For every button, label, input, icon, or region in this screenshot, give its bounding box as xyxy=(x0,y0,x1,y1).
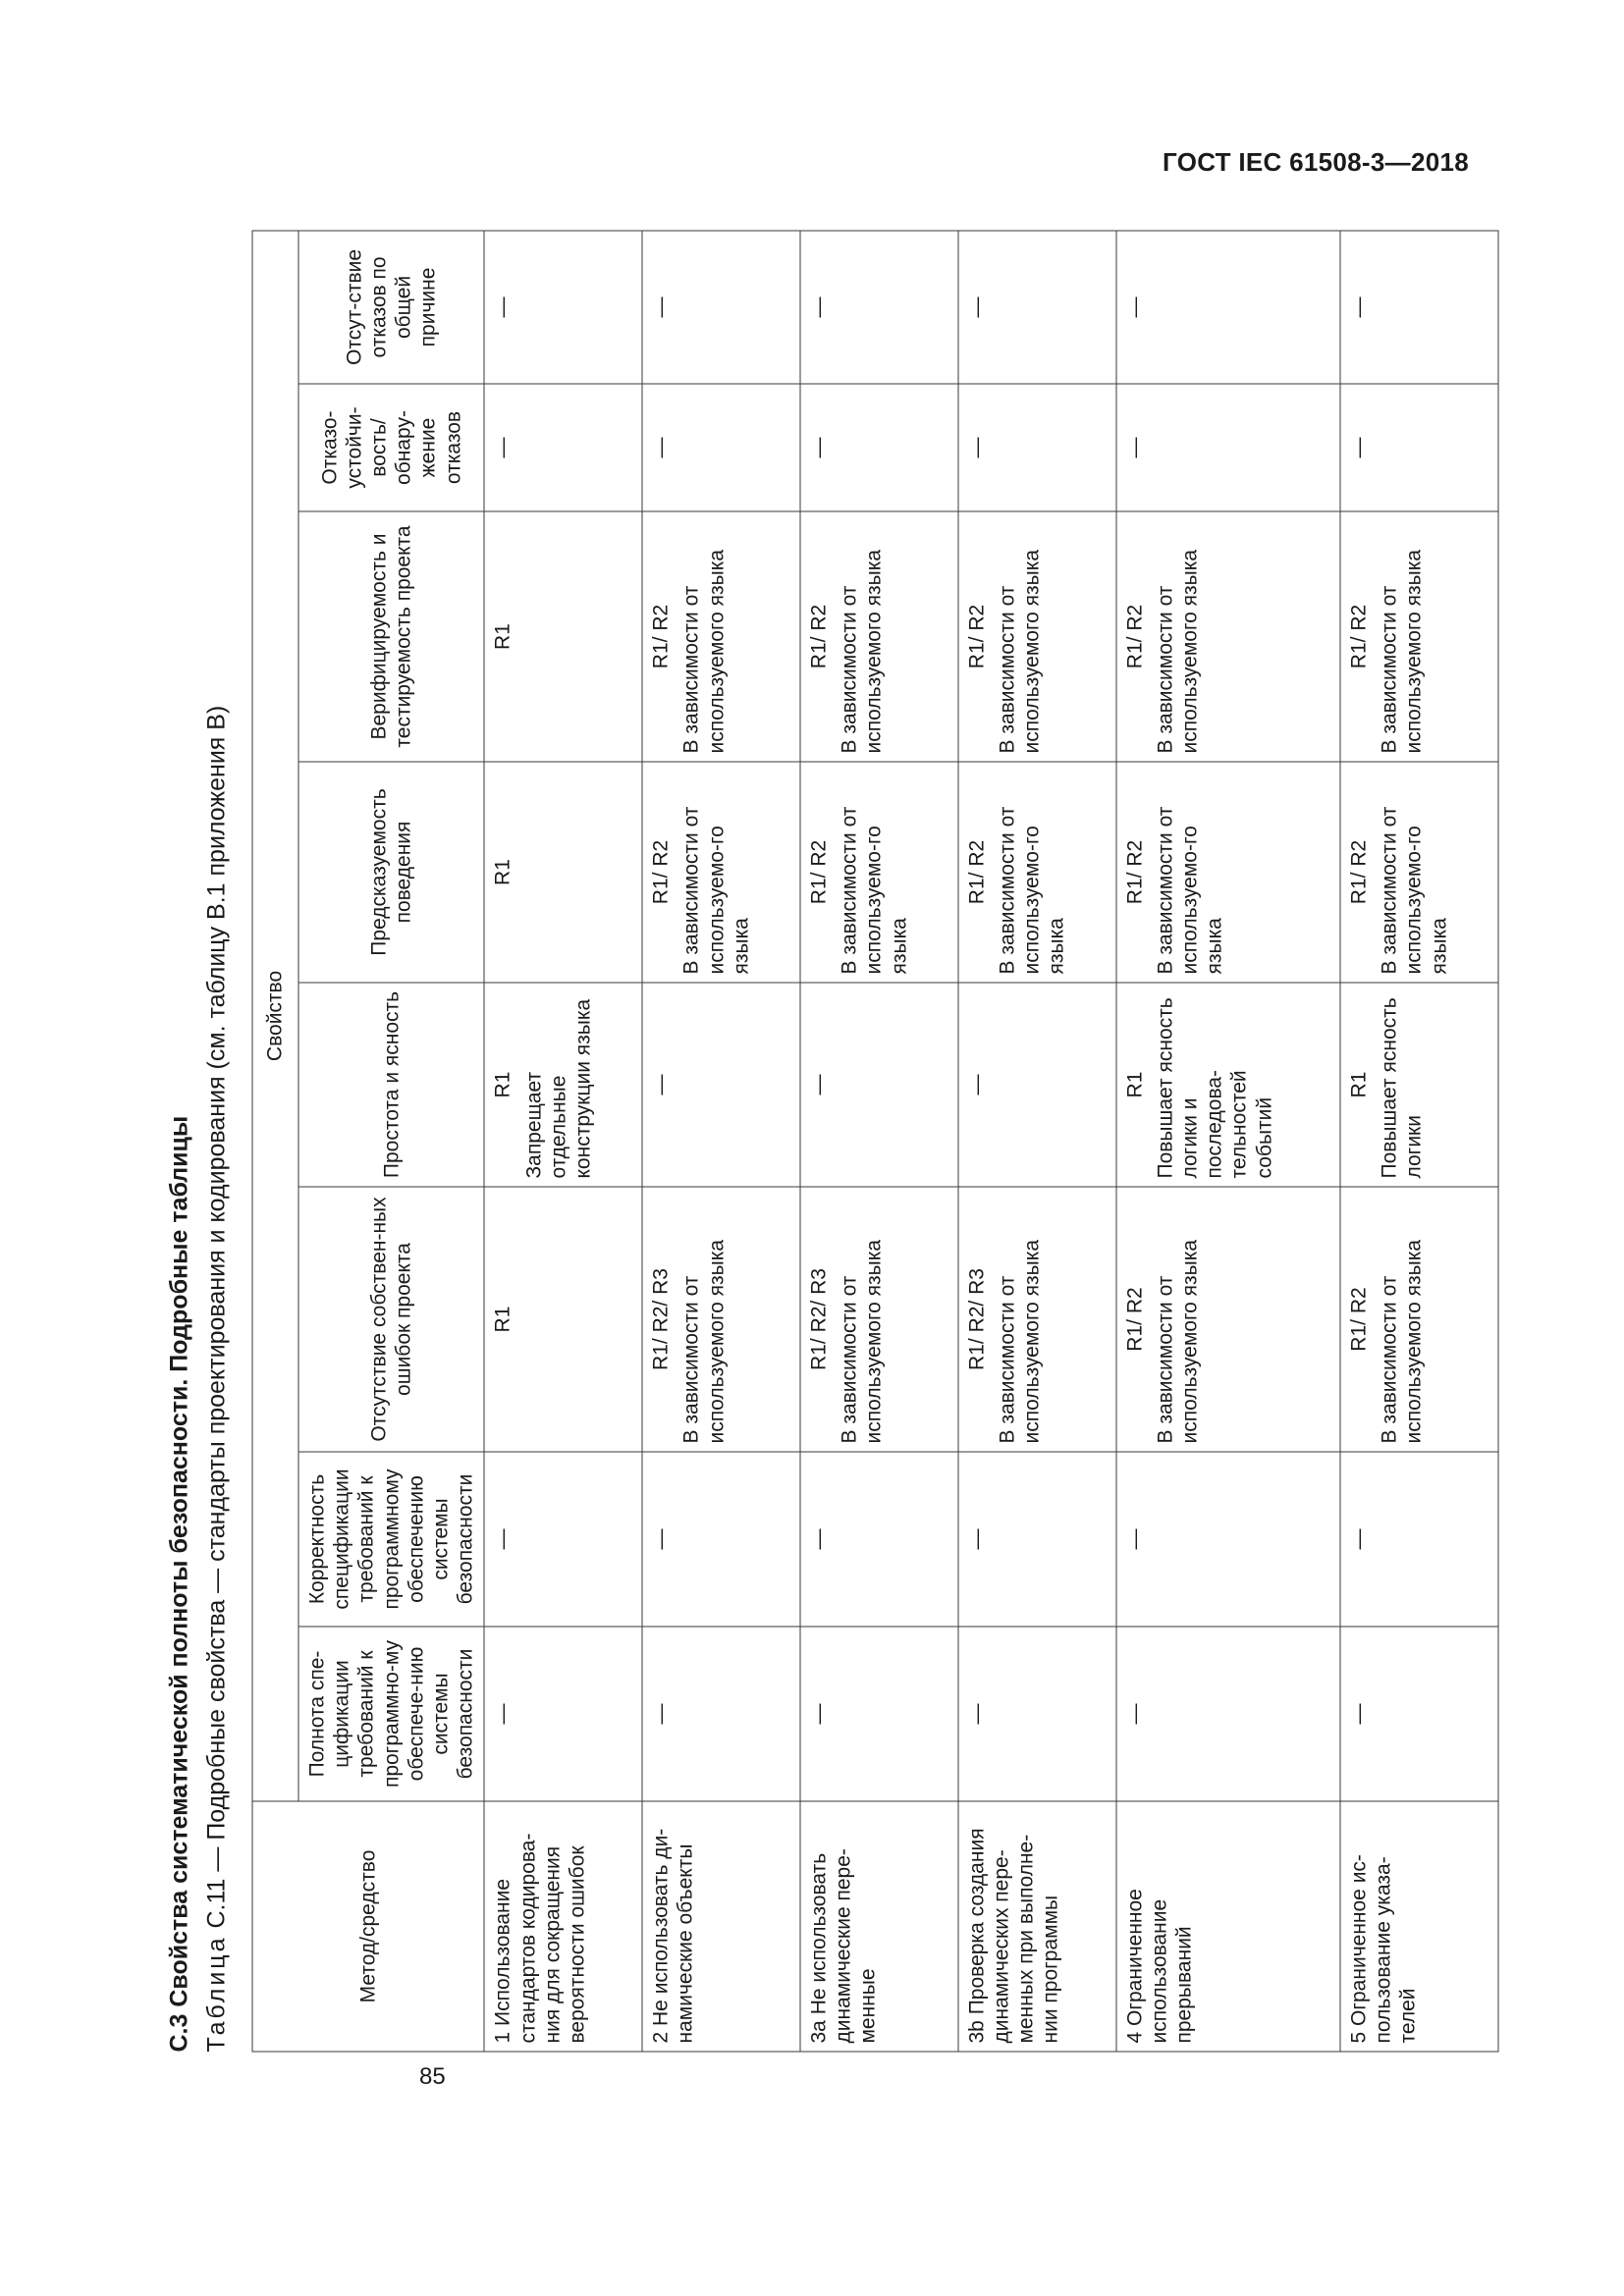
table-caption-text: — Подробные свойства — стандарты проектирования и кодирования (см. таблицу В.1 приложения В) xyxy=(202,705,231,1872)
property-cell xyxy=(642,384,800,511)
rating-value: — xyxy=(965,296,989,318)
property-cell xyxy=(800,1627,958,1801)
method-cell: 1 Использование стандартов кодирова-ния для сокращения вероятности ошибок xyxy=(484,1801,642,2052)
properties-table xyxy=(252,230,1499,2052)
column-header-verifiability: Верифицируемость и тестируемость проекта xyxy=(298,511,484,762)
rating-note: Запрещает отдельные конструкции языка xyxy=(522,998,595,1179)
rating-value: — xyxy=(491,1528,514,1550)
property-cell xyxy=(1116,983,1340,1187)
property-cell xyxy=(484,1452,642,1627)
rating-note: В зависимости от используемого языка xyxy=(1378,549,1426,754)
rating-value: — xyxy=(1347,1703,1371,1725)
property-cell xyxy=(800,1452,958,1627)
rating-value: — xyxy=(1347,296,1371,318)
rating-value: R1/ R2 xyxy=(1123,839,1147,905)
property-cell xyxy=(958,1452,1116,1627)
property-cell xyxy=(642,983,800,1187)
rating-value: — xyxy=(491,437,514,458)
rating-note: В зависимости от используемого языка xyxy=(996,1239,1044,1444)
rating-value: R1/ R2 xyxy=(1123,604,1147,669)
rating-value: R1/ R2 xyxy=(649,604,673,669)
property-cell xyxy=(642,511,800,762)
property-cell xyxy=(1116,1187,1340,1452)
method-cell: 3b Проверка создания динамических пере-менных при выполне-нии программы xyxy=(958,1801,1116,2052)
rating-value: R1 xyxy=(1347,1071,1371,1098)
rating-value: R1/ R2/ R3 xyxy=(649,1268,673,1370)
property-cell xyxy=(642,1187,800,1452)
rating-note: В зависимости от используемого языка xyxy=(1154,549,1202,754)
table-caption xyxy=(203,706,232,2053)
property-cell xyxy=(1340,511,1498,762)
property-cell xyxy=(800,1187,958,1452)
property-cell xyxy=(1116,762,1340,983)
property-cell xyxy=(1340,1627,1498,1801)
rating-value: — xyxy=(649,1703,673,1725)
property-cell xyxy=(1116,1452,1340,1627)
rating-value: R1/ R2 xyxy=(649,839,673,905)
rating-value: — xyxy=(965,1703,989,1725)
rating-note: В зависимости от используемого языка xyxy=(679,549,729,754)
rating-value: — xyxy=(807,296,831,318)
method-cell: 4 Ограниченное использование прерываний xyxy=(1116,1801,1340,2052)
property-cell xyxy=(1340,384,1498,511)
column-header-simplicity: Простота и ясность xyxy=(298,983,484,1187)
property-cell xyxy=(958,511,1116,762)
document-header-standard: ГОСТ IEC 61508-3—2018 xyxy=(1163,147,1469,177)
column-header-freedom-from-design-faults: Отсутствие собствен-ных ошибок проекта xyxy=(298,1187,484,1452)
rating-value: R1/ R2 xyxy=(965,839,989,905)
table-row xyxy=(1340,231,1498,2052)
rating-value: R1/ R2 xyxy=(1347,839,1371,905)
table-header-row-group xyxy=(252,231,298,2052)
property-cell xyxy=(484,1627,642,1801)
property-cell xyxy=(1340,983,1498,1187)
table-row xyxy=(800,231,958,2052)
rating-note: В зависимости от используемого языка xyxy=(1154,1239,1202,1444)
rating-value: — xyxy=(807,1703,831,1725)
rating-note: Повышает ясность логики и последова-тельностей событий xyxy=(1154,997,1276,1179)
property-cell xyxy=(958,762,1116,983)
rating-value: R1/ R2 xyxy=(1347,604,1371,669)
property-cell xyxy=(800,231,958,384)
property-cell xyxy=(484,511,642,762)
rating-value: R1 xyxy=(491,623,514,650)
property-cell xyxy=(484,983,642,1187)
rating-value: R1 xyxy=(491,1306,514,1333)
property-cell xyxy=(1340,231,1498,384)
rating-value: — xyxy=(1347,1528,1371,1550)
rating-value: — xyxy=(649,1528,673,1550)
table-row xyxy=(1116,231,1340,2052)
property-cell xyxy=(484,384,642,511)
rating-value: — xyxy=(807,1074,831,1095)
property-cell xyxy=(1116,1627,1340,1801)
column-header-method: Метод/средство xyxy=(252,1801,484,2052)
property-cell xyxy=(484,1187,642,1452)
method-cell: 2 Не использовать ди-намические объекты xyxy=(642,1801,800,2052)
property-cell xyxy=(1340,762,1498,983)
rating-value: — xyxy=(965,437,989,458)
rating-value: R1/ R2/ R3 xyxy=(807,1268,831,1370)
rating-value: R1/ R2 xyxy=(965,604,989,669)
property-cell xyxy=(1116,384,1340,511)
property-cell xyxy=(958,1627,1116,1801)
table-row xyxy=(642,231,800,2052)
rating-note: В зависимости от используемого языка xyxy=(679,1239,729,1444)
rotated-page-content xyxy=(166,232,1521,2053)
rating-value: — xyxy=(965,1074,989,1095)
rating-value: R1/ R2 xyxy=(807,604,831,669)
rating-note: В зависимости от используемого языка xyxy=(838,1239,886,1444)
rating-value: R1 xyxy=(491,1071,514,1098)
table-caption-number: С.11 xyxy=(202,1878,231,1929)
rating-value: R1 xyxy=(491,859,514,885)
column-header-fault-tolerance: Отказо-устойчи-вость/ обнару-жение отказов xyxy=(298,384,484,511)
rating-value: R1 xyxy=(1123,1071,1147,1098)
method-cell: 5 Ограниченное ис-пользование указа-телей xyxy=(1340,1801,1498,2052)
rating-note: В зависимости от используемого языка xyxy=(996,549,1044,754)
rating-value: — xyxy=(807,437,831,458)
table-header-row-columns xyxy=(298,231,484,2052)
rating-value: R1/ R2 xyxy=(807,839,831,905)
rating-value: — xyxy=(1123,296,1147,318)
property-cell xyxy=(800,511,958,762)
table-row xyxy=(484,231,642,2052)
rating-value: R1/ R2/ R3 xyxy=(965,1268,989,1370)
property-cell xyxy=(484,762,642,983)
property-cell xyxy=(1116,511,1340,762)
property-cell xyxy=(800,384,958,511)
rating-value: — xyxy=(1123,1703,1147,1725)
property-cell xyxy=(800,983,958,1187)
property-cell xyxy=(958,1187,1116,1452)
property-cell xyxy=(642,231,800,384)
rating-note: В зависимости от используемого языка xyxy=(1378,1239,1426,1444)
column-header-correctness: Корректность спецификации требований к программному обеспечению системы безопасности xyxy=(298,1452,484,1627)
table-caption-label: Таблица xyxy=(202,1935,231,2053)
rating-value: — xyxy=(807,1528,831,1550)
column-header-completeness: Полнота спе-цификации требований к программно-му обеспече-нию системы безопасности xyxy=(298,1627,484,1801)
property-cell xyxy=(642,1452,800,1627)
rating-note: В зависимости от используемо-го языка xyxy=(1154,806,1226,975)
column-group-header-property: Свойство xyxy=(252,231,298,1801)
table-body xyxy=(484,231,1498,2052)
method-cell: 3а Не использовать динамические пере-менные xyxy=(800,1801,958,2052)
rating-value: — xyxy=(1123,1528,1147,1550)
rating-value: R1/ R2 xyxy=(1123,1287,1147,1352)
rating-value: R1/ R2 xyxy=(1347,1287,1371,1352)
rating-note: В зависимости от используемого языка xyxy=(838,549,886,754)
property-cell xyxy=(642,1627,800,1801)
rating-value: — xyxy=(1347,437,1371,458)
column-header-common-cause: Отсут-ствие отказов по общей причине xyxy=(298,231,484,384)
rating-note: В зависимости от используемо-го языка xyxy=(1378,806,1451,975)
rating-value: — xyxy=(965,1528,989,1550)
rating-note: В зависимости от используемо-го языка xyxy=(679,806,753,975)
rating-note: Повышает ясность логики xyxy=(1378,997,1426,1179)
rating-value: — xyxy=(649,1074,673,1095)
rating-value: — xyxy=(649,437,673,458)
property-cell xyxy=(1340,1187,1498,1452)
property-cell xyxy=(1116,231,1340,384)
page-number: 85 xyxy=(419,2063,446,2090)
property-cell xyxy=(800,762,958,983)
rating-value: — xyxy=(491,1703,514,1725)
rating-note: В зависимости от используемо-го языка xyxy=(838,806,911,975)
section-title: С.3 Свойства систематической полноты безопасности. Подробные таблицы xyxy=(165,1115,193,2053)
column-header-predictability: Предсказуемость поведения xyxy=(298,762,484,983)
rating-value: — xyxy=(649,296,673,318)
rating-value: — xyxy=(1123,437,1147,458)
rating-note: В зависимости от используемо-го языка xyxy=(996,806,1068,975)
property-cell xyxy=(958,231,1116,384)
table-row xyxy=(958,231,1116,2052)
property-cell xyxy=(958,983,1116,1187)
property-cell xyxy=(958,384,1116,511)
property-cell xyxy=(642,762,800,983)
rating-value: — xyxy=(491,296,514,318)
property-cell xyxy=(1340,1452,1498,1627)
property-cell xyxy=(484,231,642,384)
